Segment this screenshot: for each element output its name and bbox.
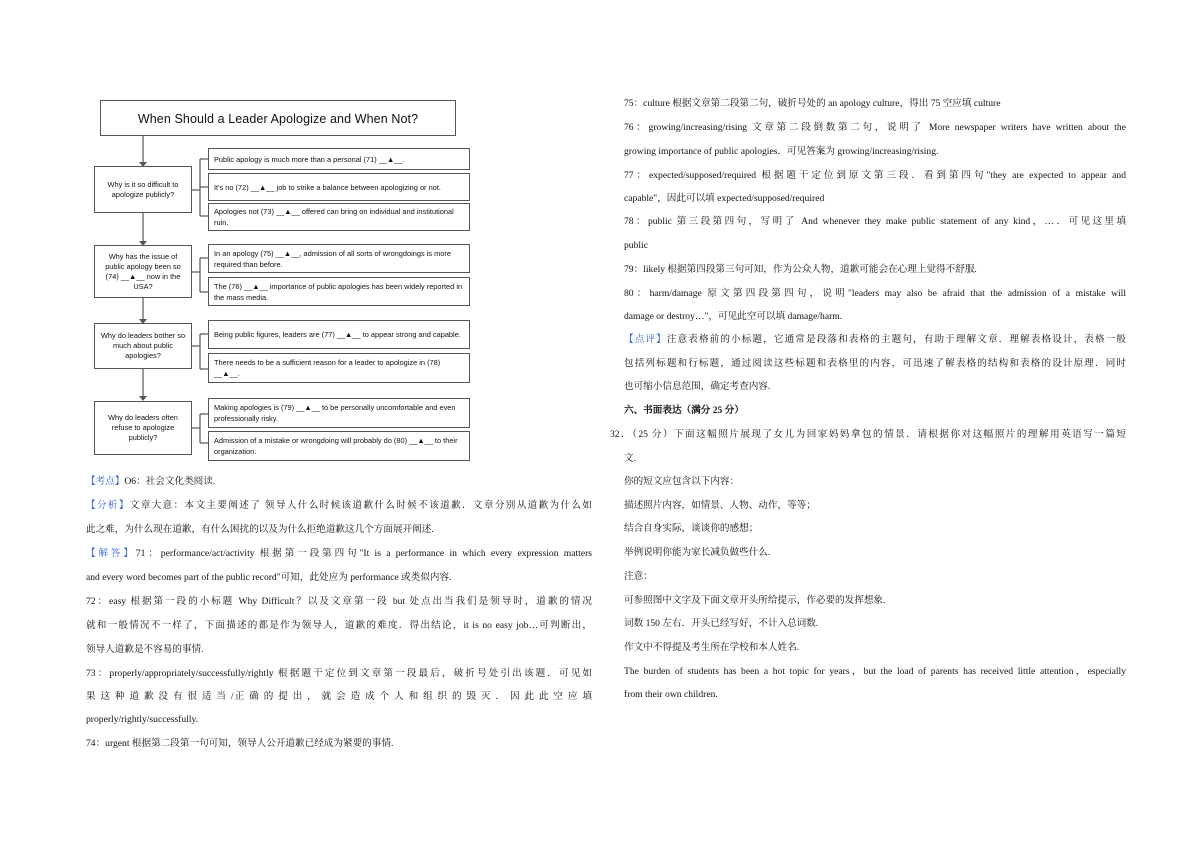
flowchart-question-4: Why do leaders often refuse to apologize publicly? bbox=[94, 401, 192, 455]
flowchart-answer-76: The (76) __▲__ importance of public apologies has been widely reported in the mass media. bbox=[208, 277, 470, 306]
left-line-4: 【解答】71：performance/act/activity 根据第一段第四句"It is a performance in which every expression matters bbox=[86, 548, 593, 559]
left-line-6: 72：easy 根据第一段的小标题 Why Difficult？以及文章第一段 but 处点出当我们是领导时，道歉的情况 bbox=[86, 596, 592, 607]
flowchart-answer-78: There needs to be a sufficient reason for a leader to apologize in (78) __▲__. bbox=[208, 353, 470, 383]
flowchart-answer-72: It's no (72) __▲__ job to strike a balance between apologizing or not. bbox=[208, 173, 470, 201]
left-line-8: 领导人道歉是不容易的事情. bbox=[86, 644, 204, 655]
section-heading: 六、书面表达（满分 25 分） bbox=[624, 405, 744, 416]
right-line-20: 举例说明你能为家长减负做些什么. bbox=[624, 547, 771, 558]
flowchart-question-2: Why has the issue of public apology been so (74) __▲__ now in the USA? bbox=[94, 245, 192, 298]
right-line-13: 也可缩小信息范围，确定考查内容. bbox=[624, 381, 771, 392]
right-line-2: 76：growing/increasing/rising 文章第二段倒数第二句，说明了 More newspaper writers have written about the bbox=[624, 122, 1126, 133]
left-line-11: properly/rightly/successfully. bbox=[86, 714, 199, 725]
flowchart-answer-77: Being public figures, leaders are (77) __▲__ to appear strong and capable. bbox=[208, 320, 470, 349]
right-line-4: 77：expected/supposed/required 根据题干定位到原文第三段．看到第四句"they are expected to appear and bbox=[624, 170, 1126, 181]
question-32-line-1: 32．（25 分）下面这幅照片展现了女儿为回家妈妈拿包的情景．请根据你对这幅照片的理解用英语写一篇短 bbox=[610, 429, 1126, 440]
left-line-2: 【分析】文章大意：本文主要阐述了 领导人什么时候该道歉什么时候不该道歉．文章分别从道歉为什么如 bbox=[86, 500, 592, 511]
flowchart-question-1: Why is it so difficult to apologize publicly? bbox=[94, 166, 192, 213]
flowchart-title: When Should a Leader Apologize and When Not? bbox=[100, 100, 456, 136]
right-line-12: 包括列标题和行标题，通过阅读这些标题和表格里的内容，可迅速了解表格的结构和表格的设计原理．同时 bbox=[624, 358, 1126, 369]
flowchart-question-3: Why do leaders bother so much about public apologies? bbox=[94, 323, 192, 369]
right-line-26: from their own children. bbox=[624, 689, 718, 700]
left-line-9: 73：properly/appropriately/successfully/rightly 根据题干定位到文章第一段最后，破折号处引出该题．可见如 bbox=[86, 668, 592, 679]
flowchart-answer-75: In an apology (75) __▲__, admission of all sorts of wrongdoings is more required than before. bbox=[208, 244, 470, 273]
right-line-10: damage or destroy…"，可见此空可以填 damage/harm. bbox=[624, 311, 843, 322]
right-line-1: 75：culture 根据文章第二段第二句，破折号处的 an apology culture，得出 75 空应填 culture bbox=[624, 98, 1001, 109]
flowchart-answer-80: Admission of a mistake or wrongdoing will probably do (80) __▲__ to their organization. bbox=[208, 431, 470, 461]
right-line-19: 结合自身实际，谈谈你的感想； bbox=[624, 523, 759, 534]
right-line-8: 79：likely 根据第四段第三句可知，作为公众人物，道歉可能会在心理上觉得不舒服. bbox=[624, 264, 977, 275]
right-line-18: 描述照片内容，如情景、人物、动作，等等； bbox=[624, 500, 816, 511]
left-line-1: 【考点】O6：社会文化类阅读. bbox=[86, 476, 216, 487]
left-line-5: and every word becomes part of the public record"可知，此处应为 performance 或类似内容. bbox=[86, 572, 452, 583]
right-line-22: 可参照图中文字及下面文章开头所给提示，作必要的发挥想象. bbox=[624, 595, 886, 606]
right-line-9: 80：harm/damage 原文第四段第四句，说明"leaders may also be afraid that the admission of a mistake will bbox=[624, 288, 1126, 299]
right-line-6: 78：public 第三段第四句，写明了 And whenever they make public statement of any kind，…．可见这里填 bbox=[624, 216, 1126, 227]
right-line-7: public bbox=[624, 240, 648, 251]
left-line-3: 此之难，为什么现在道歉，有什么困扰的以及为什么拒绝道歉这几个方面展开阐述. bbox=[86, 524, 434, 535]
right-line-17: 你的短文应包含以下内容： bbox=[624, 476, 740, 487]
right-line-25: The burden of students has been a hot topic for years，but the load of parents has received little attention，especially bbox=[624, 666, 1126, 677]
left-line-12: 74：urgent 根据第二段第一句可知，领导人公开道歉已经成为紧要的事情. bbox=[86, 738, 394, 749]
left-line-10: 果 这 种 道 歉 没 有 很 适 当 /正 确 的 提 出 ， 就 会 造 成 个 人 和 组 织 的 毁 灭 ． 因 此 此 空 应 填 bbox=[86, 691, 592, 702]
right-line-11: 【点评】注意表格前的小标题，它通常是段落和表格的主题句，有助于理解文章．理解表格设计，表格一般 bbox=[624, 334, 1127, 345]
right-line-21: 注意： bbox=[624, 571, 653, 582]
right-line-23: 词数 150 左右．开头已经写好，不计入总词数. bbox=[624, 618, 819, 629]
right-line-3: growing importance of public apologies．可见答案为 growing/increasing/rising. bbox=[624, 146, 939, 157]
question-32-line-2: 文. bbox=[624, 453, 636, 464]
right-line-5: capable"，因此可以填 expected/supposed/required bbox=[624, 193, 825, 204]
flowchart-answer-79: Making apologies is (79) __▲__ to be personally uncomfortable and even professionally risky. bbox=[208, 398, 470, 428]
right-line-24: 作文中不得提及考生所在学校和本人姓名. bbox=[624, 642, 800, 653]
flowchart-answer-71: Public apology is much more than a personal (71) __▲__. bbox=[208, 148, 470, 170]
left-line-7: 就和一般情况不一样了，下面描述的都是作为领导人，道歉的难度．得出结论，it is no easy job…可判断出， bbox=[86, 620, 592, 631]
flowchart-answer-73: Apologies not (73) __▲__ offered can bring on individual and institutional ruin. bbox=[208, 203, 470, 231]
